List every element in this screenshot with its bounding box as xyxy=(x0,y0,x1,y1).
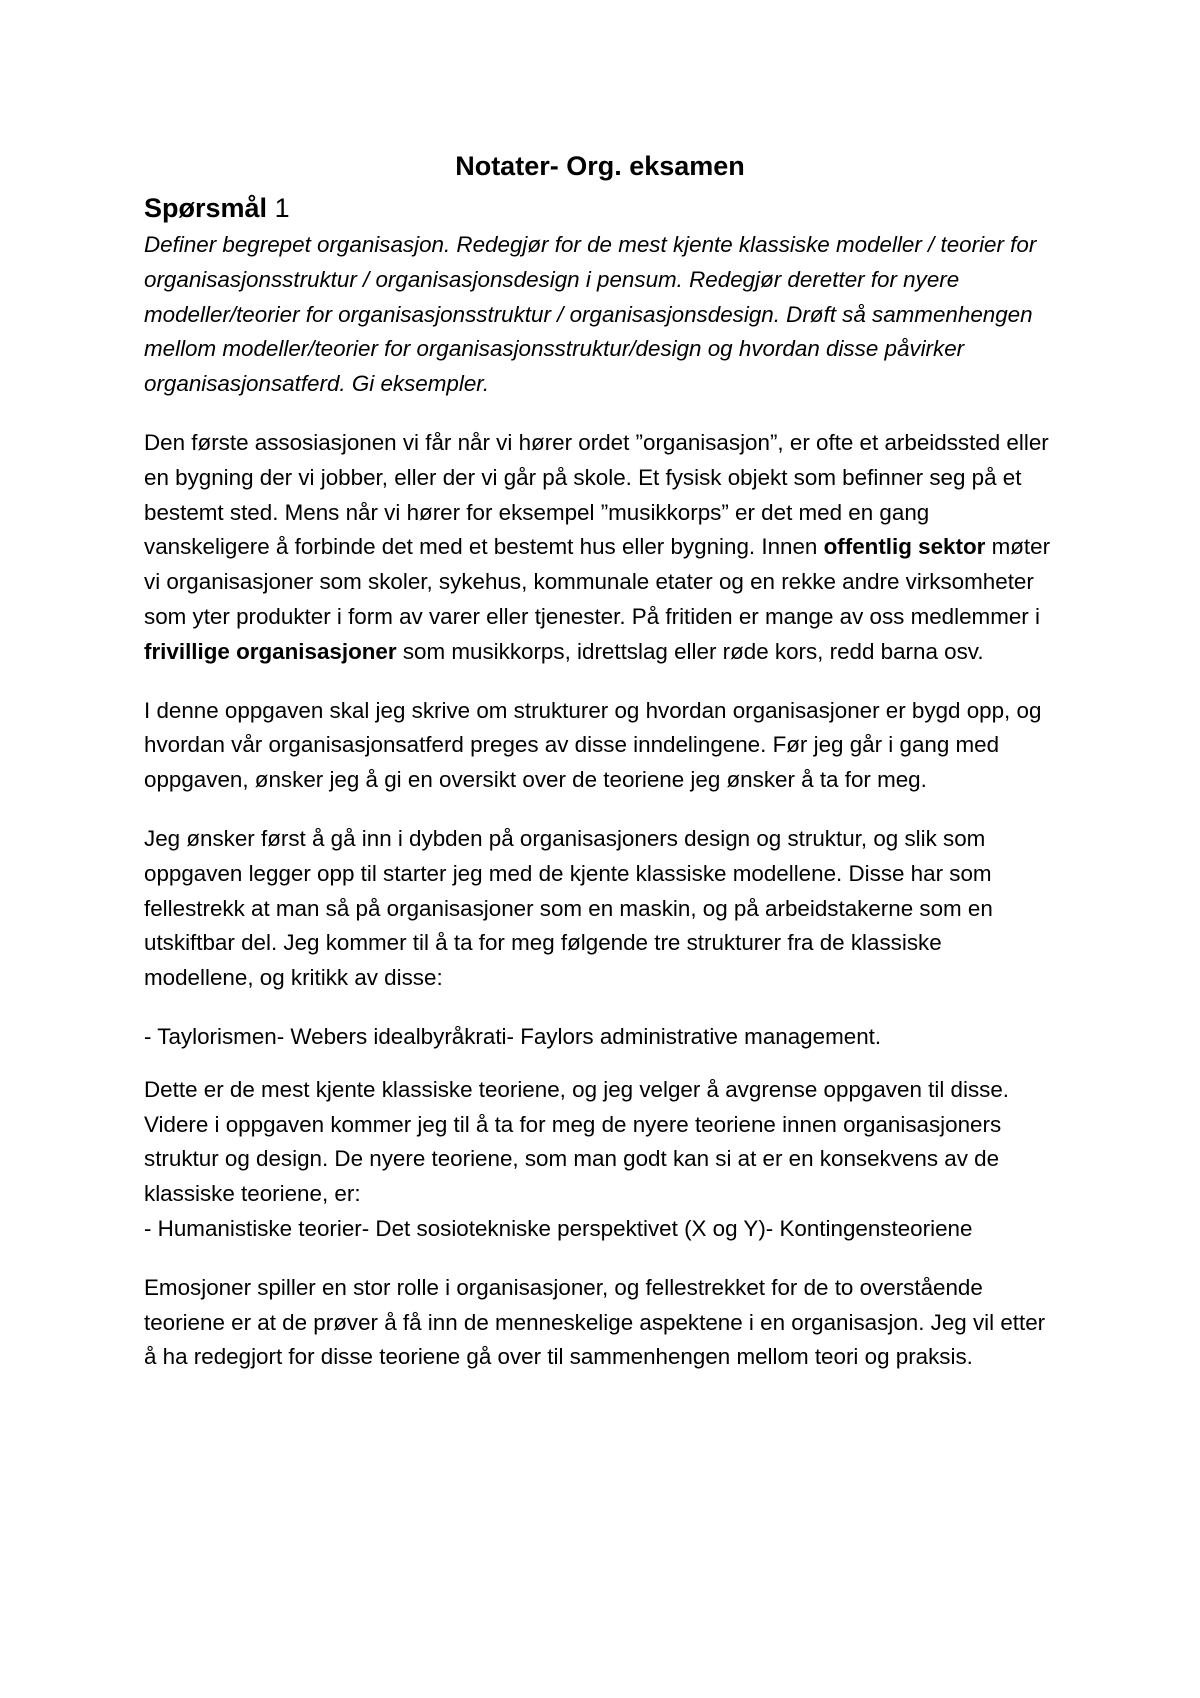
paragraph-introduction-text-a: Den første assosiasjonen vi får når vi hører ordet ”organisasjon”, er ofte et arbeidssted eller en bygning der vi jobber, eller der vi går på skole. Et fysisk objekt som befinner seg på et bestemt sted. Mens når vi hører for eksempel ”musikkorps” er det med en gang vanskeligere å forbinde det med et bestemt hus eller bygning. Innen xyxy=(144,429,1049,560)
question-heading xyxy=(144,190,1056,226)
bold-term-offentlig-sektor: offentlig sektor xyxy=(823,534,986,560)
paragraph-classical-models: Jeg ønsker først å gå inn i dybden på organisasjoners design og struktur, og slik som oppgaven legger opp til starter jeg med de kjente klassiske modellene. Disse har som fellestrekk at man så på organisasjoner som en maskin, og på arbeidstakerne som en utskiftbar del. Jeg kommer til å ta for meg følgende tre strukturer fra de klassiske modellene, og kritikk av disse: xyxy=(144,825,993,991)
document-content xyxy=(144,148,1056,1399)
paragraph-newer-theories-text: Dette er de mest kjente klassiske teoriene, og jeg velger å avgrense oppgaven til disse. Videre i oppgaven kommer jeg til å ta for meg de nyere teoriene innen organisasjoners struktur og design. De nyere teoriene, som man godt kan si at er en konsekvens av de klassiske teoriene, er: xyxy=(144,1076,1010,1207)
bold-term-frivillige-organisasjoner: frivillige organisasjoner xyxy=(144,638,397,664)
paragraph-scope: I denne oppgaven skal jeg skrive om strukturer og hvordan organisasjoner er bygd opp, og hvordan vår organisasjonsatferd preges av disse inndelingene. Før jeg går i gang med oppgaven, ønsker jeg å gi en oversikt over de teoriene jeg ønsker å ta for meg. xyxy=(144,697,1042,793)
question-heading-number: 1 xyxy=(274,193,290,223)
paragraph-introduction-text-d: som musikkorps, idrettslag eller røde kors, redd barna osv. xyxy=(396,638,984,664)
paragraph-newer-theories xyxy=(144,1073,1056,1247)
paragraph-newer-theories-list: - Humanistiske teorier- Det sosiotekniske perspektivet (X og Y)- Kontingensteoriene xyxy=(144,1215,973,1241)
question-heading-label: Spørsmål xyxy=(144,193,268,223)
question-text: Definer begrepet organisasjon. Redegjør for de mest kjente klassiske modeller / teorier for organisasjonsstruktur / organisasjonsdesign i pensum. Redegjør deretter for nyere modeller/teorier for organisasjonsstruktur / organisasjonsdesign. Drøft så sammenhengen mellom modeller/teorier for organisasjonsstruktur/design og hvordan disse påvirker organisasjonsatferd. Gi eksempler. xyxy=(144,232,1037,397)
paragraph-classical-list: - Taylorismen- Webers idealbyråkrati- Faylors administrative management. xyxy=(144,1023,882,1049)
paragraph-introduction xyxy=(144,426,1056,670)
document-title: Notater- Org. eksamen xyxy=(455,151,745,181)
paragraph-emotions: Emosjoner spiller en stor rolle i organisasjoner, og fellestrekket for de to overstående teoriene er at de prøver å få inn de menneskelige aspektene i en organisasjon. Jeg vil etter å ha redegjort for disse teoriene gå over til sammenhengen mellom teori og praksis. xyxy=(144,1274,1046,1370)
paragraph-introduction-text-c: møter vi organisasjoner som skoler, sykehus, kommunale etater og en rekke andre virksomheter som yter produkter i form av varer eller tjenester. På fritiden er mange av oss medlemmer i xyxy=(144,534,1051,629)
